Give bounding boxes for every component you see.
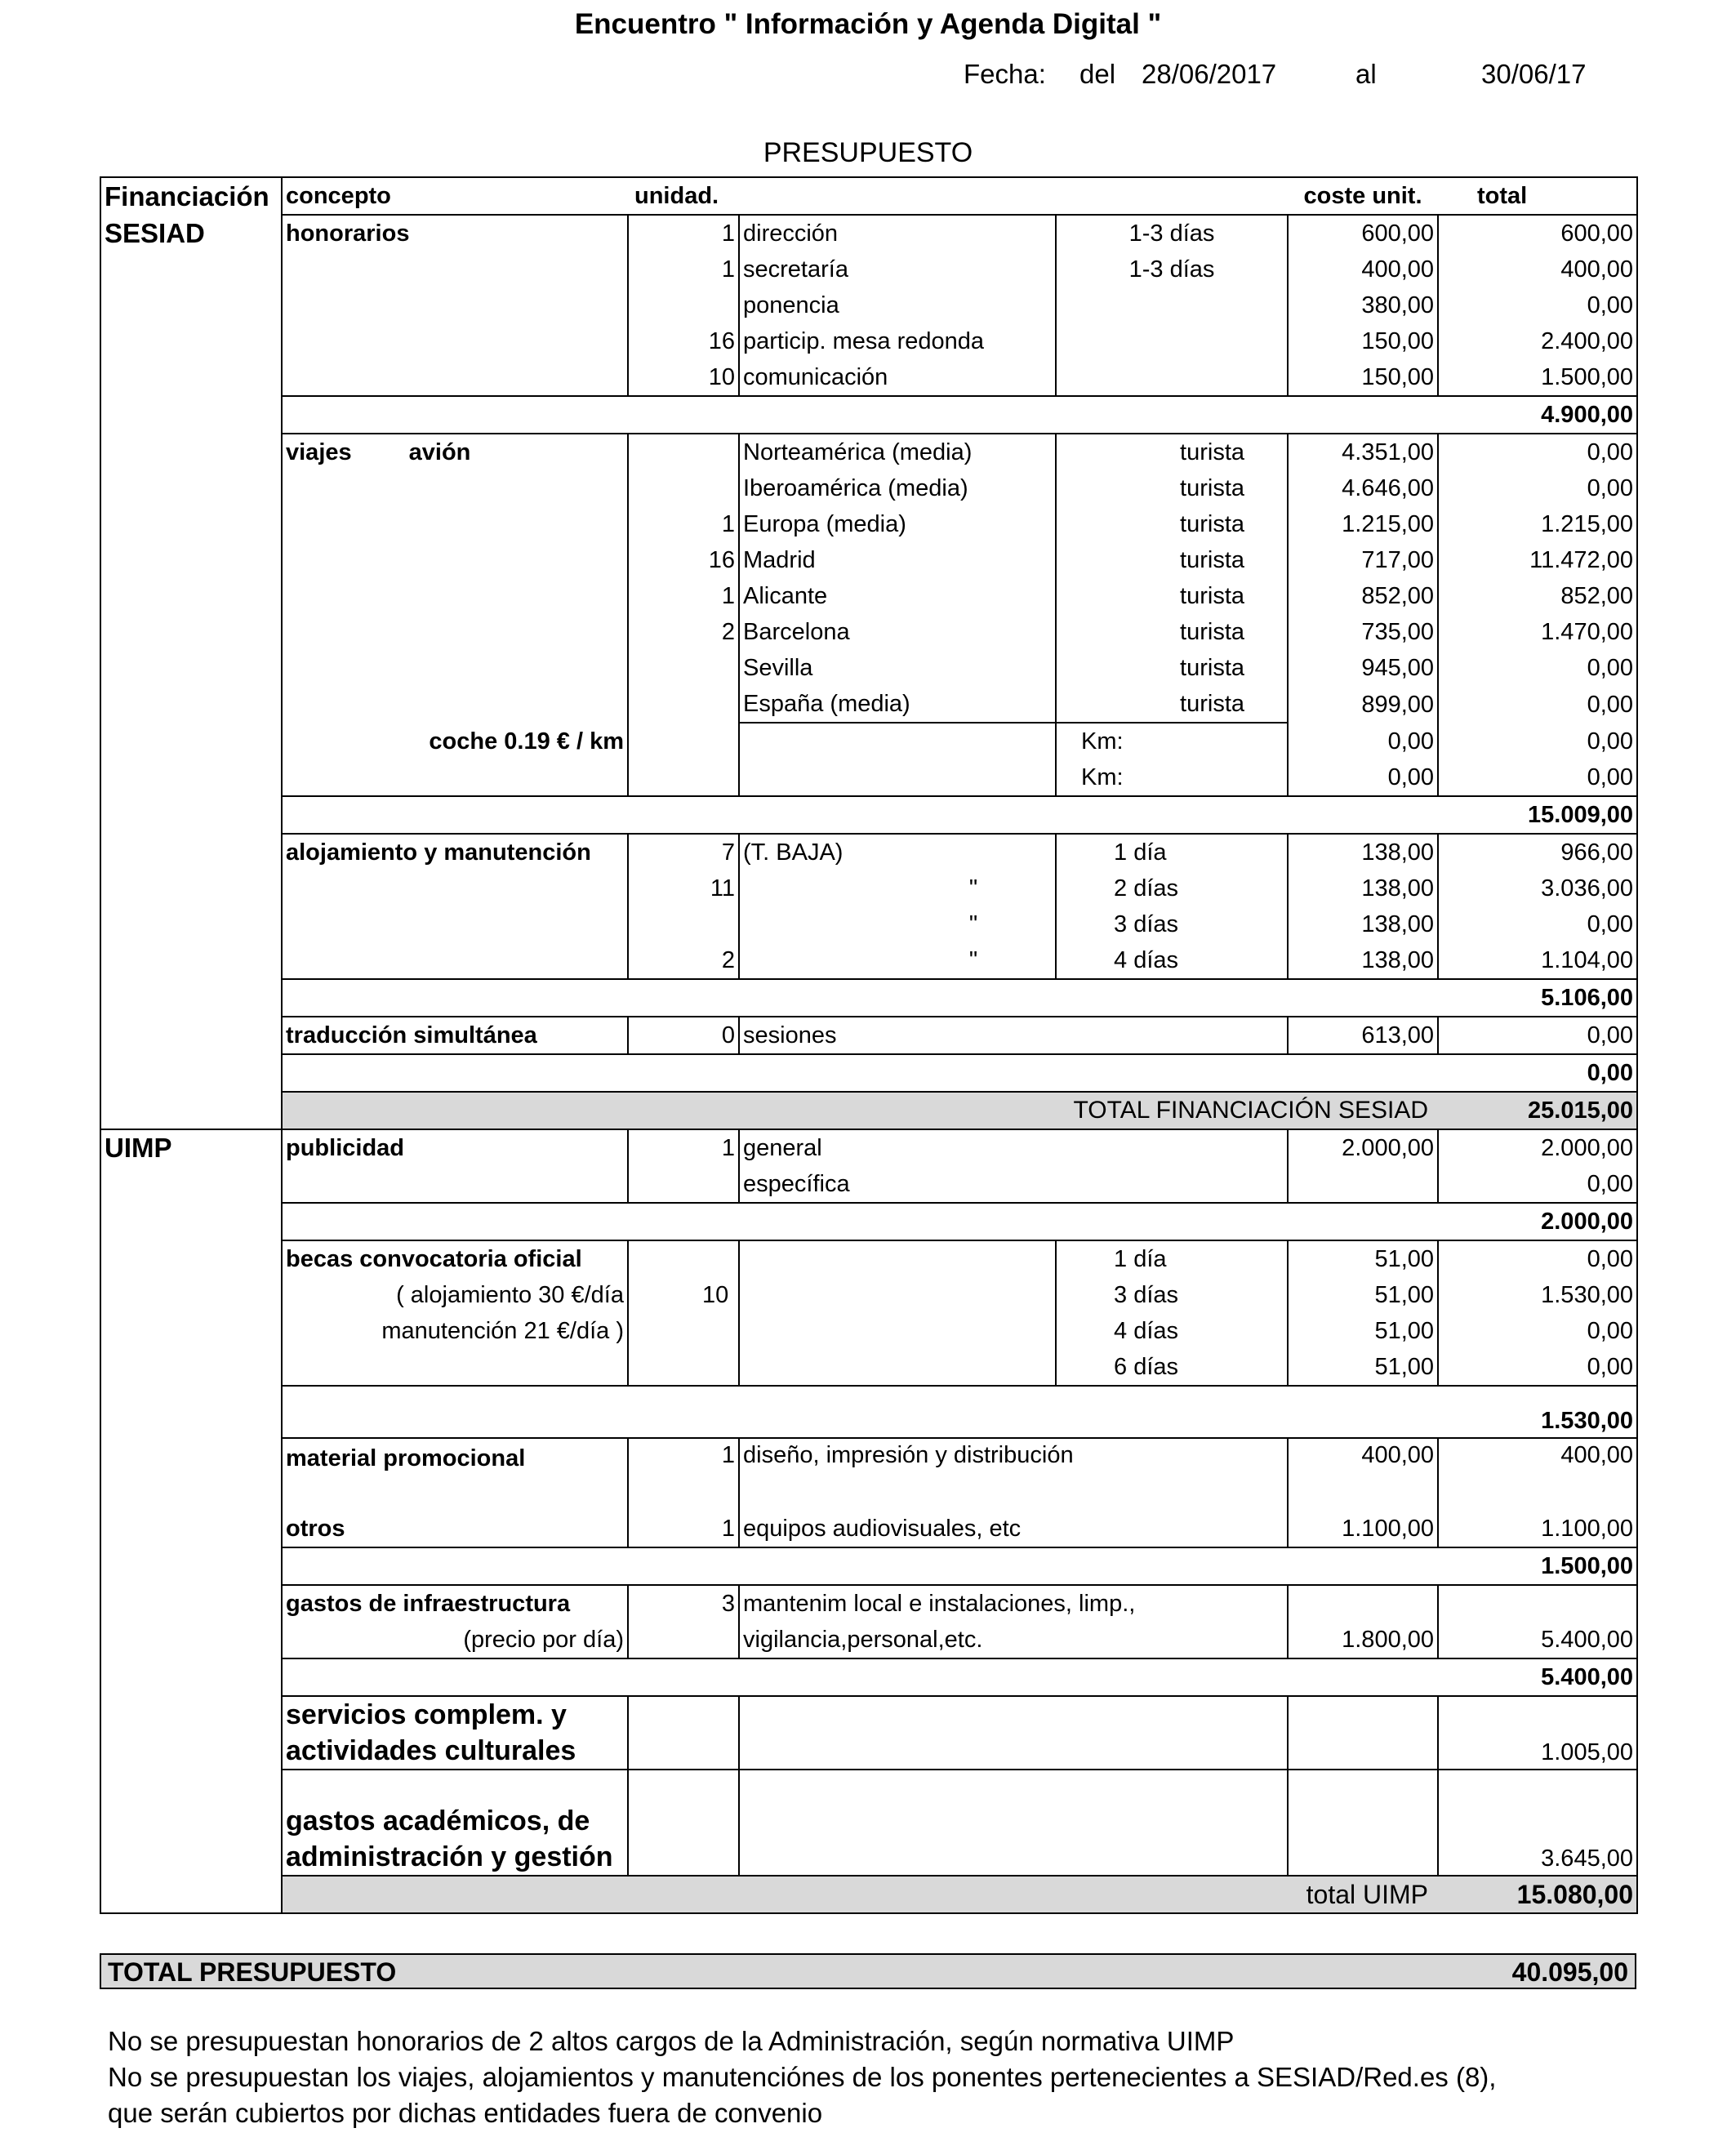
table-row: " 3 días 138,00 0,00 (100, 906, 1637, 942)
table-row: material promocional 1 diseño, impresión y distribución 400,00 400,00 (100, 1438, 1637, 1475)
subtotal-row (100, 1547, 1637, 1585)
table-row: 11 " 2 días 138,00 3.036,00 (100, 870, 1637, 906)
table-row: servicios complem. y actividades culturales 1.005,00 (100, 1696, 1637, 1770)
table-row: becas convocatoria oficial 1 día 51,00 0,00 (100, 1240, 1637, 1277)
table-row: manutención 21 €/día ) 4 días 51,00 0,00 (100, 1313, 1637, 1349)
financiador-uimp: UIMP (100, 1129, 282, 1166)
footnote: No se presupuestan los viajes, alojamientos y manutenciónes de los ponentes pertenecientes a SESIAD/Red.es (8), (108, 2062, 1497, 2092)
table-row: 2 " 4 días 138,00 1.104,00 (100, 942, 1637, 979)
table-row: gastos académicos, de administración y gestión 3.645,00 (100, 1770, 1637, 1876)
concept-traduccion: traducción simultánea (282, 1017, 628, 1054)
column-header-row (100, 177, 1637, 215)
infra-note: (precio por día) (282, 1622, 628, 1658)
table-row: 10 comunicación 150,00 1.500,00 (100, 359, 1637, 396)
subtotal-infraestructura: 5.400,00 (1438, 1658, 1637, 1696)
viajes-avion-label: avión (408, 439, 471, 465)
column-total: total (1438, 177, 1637, 215)
concept-coche: coche 0.19 € / km (429, 728, 624, 755)
table-row: 6 días 51,00 0,00 (100, 1349, 1637, 1386)
table-row: 16 particip. mesa redonda 150,00 2.400,00 (100, 323, 1637, 359)
subtotal-row (100, 396, 1637, 434)
date-from: 28/06/2017 (1142, 59, 1277, 89)
subtotal-honorarios: 4.900,00 (1438, 396, 1637, 434)
subtotal-row (100, 1658, 1637, 1696)
subtotal-becas: 1.530,00 (1438, 1386, 1637, 1438)
table-row: 1 Alicante turista 852,00 852,00 (100, 578, 1637, 614)
subtotal-row (100, 1203, 1637, 1240)
column-unidad: unidad. (628, 177, 1056, 215)
table-row: coche 0.19 € / km Km: 0,00 0,00 (100, 723, 1637, 759)
table-row: Km: 0,00 0,00 (100, 759, 1637, 796)
total-sesiad-value: 25.015,00 (1438, 1092, 1637, 1129)
table-row: SESIAD honorarios 1 dirección 1-3 días 600,00 600,00 (100, 215, 1637, 252)
subtotal-alojamiento: 5.106,00 (1438, 979, 1637, 1017)
concept-material: material promocional (282, 1438, 628, 1475)
table-row: gastos de infraestructura 3 mantenim local e instalaciones, limp., (100, 1585, 1637, 1622)
table-row: España (media) turista 899,00 0,00 (100, 686, 1637, 723)
table-row: viajes avión Norteamérica (media) turista 4.351,00 0,00 (100, 434, 1637, 470)
subtotal-row (100, 1054, 1637, 1092)
budget-table (100, 176, 1638, 1914)
total-uimp-value: 15.080,00 (1438, 1876, 1637, 1913)
subtotal-row (100, 796, 1637, 834)
footnotes (108, 2023, 1496, 2131)
concept-academicos: gastos académicos, de administración y gestión (282, 1770, 628, 1876)
del-label: del (1079, 59, 1116, 89)
budget-section-title: PRESUPUESTO (763, 137, 973, 168)
table-row: alojamiento y manutención 7 (T. BAJA) 1 día 138,00 966,00 (100, 834, 1637, 870)
table-row: traducción simultánea 0 sesiones 613,00 0,00 (100, 1017, 1637, 1054)
concept-alojamiento: alojamiento y manutención (282, 834, 628, 870)
becas-note-alojamiento: ( alojamiento 30 €/día (396, 1282, 624, 1308)
column-coste: coste unit. (1288, 177, 1438, 215)
footnote: que serán cubiertos por dichas entidades fuera de convenio (108, 2098, 823, 2128)
financiador-sesiad: SESIAD (100, 215, 282, 252)
al-label: al (1355, 59, 1377, 89)
concept-publicidad: publicidad (282, 1129, 628, 1166)
subtotal-viajes: 15.009,00 (1438, 796, 1637, 834)
table-row: 16 Madrid turista 717,00 11.472,00 (100, 542, 1637, 578)
subtotal-traduccion: 0,00 (1438, 1054, 1637, 1092)
column-financiacion: Financiación (100, 177, 282, 215)
table-row: (precio por día) vigilancia,personal,etc. 1.800,00 5.400,00 (100, 1622, 1637, 1658)
table-row: 2 Barcelona turista 735,00 1.470,00 (100, 614, 1637, 650)
document-title: Encuentro " Información y Agenda Digital " (574, 8, 1162, 40)
table-row: Sevilla turista 945,00 0,00 (100, 650, 1637, 686)
table-row: Iberoamérica (media) turista 4.646,00 0,00 (100, 470, 1637, 506)
subtotal-otros: 1.500,00 (1438, 1547, 1637, 1585)
total-sesiad-label: TOTAL FINANCIACIÓN SESIAD (282, 1092, 1438, 1129)
table-row: ( alojamiento 30 €/día 10 3 días 51,00 1.530,00 (100, 1277, 1637, 1313)
subtotal-row (100, 979, 1637, 1017)
grand-total-box (100, 1953, 1636, 1989)
table-row: ponencia 380,00 0,00 (100, 287, 1637, 323)
date-to: 30/06/17 (1481, 59, 1587, 89)
concept-otros: otros (286, 1516, 345, 1542)
grand-total-value: 40.095,00 (1511, 1957, 1628, 1987)
grand-total-label: TOTAL PRESUPUESTO (108, 1957, 397, 1987)
table-row: UIMP publicidad 1 general 2.000,00 2.000,00 (100, 1129, 1637, 1166)
total-sesiad-row (100, 1092, 1637, 1129)
fecha-label: Fecha: (964, 59, 1046, 89)
concept-honorarios: honorarios (282, 215, 628, 252)
concept-servicios: servicios complem. y actividades culturales (282, 1696, 628, 1770)
subtotal-row (100, 1386, 1637, 1438)
table-row: 1 Europa (media) turista 1.215,00 1.215,00 (100, 506, 1637, 542)
total-uimp-label: total UIMP (282, 1876, 1438, 1913)
table-row: otros 1 equipos audiovisuales, etc 1.100,00 1.100,00 (100, 1511, 1637, 1547)
subtotal-publicidad: 2.000,00 (1438, 1203, 1637, 1240)
column-concepto: concepto (282, 177, 628, 215)
concept-viajes: viajes (286, 439, 352, 465)
concept-infraestructura: gastos de infraestructura (282, 1585, 628, 1622)
table-row: 1 secretaría 1-3 días 400,00 400,00 (100, 252, 1637, 287)
footnote: No se presupuestan honorarios de 2 altos cargos de la Administración, según normativa UIMP (108, 2026, 1235, 2056)
becas-note-manutencion: manutención 21 €/día ) (381, 1318, 624, 1344)
concept-becas: becas convocatoria oficial (282, 1240, 628, 1277)
total-uimp-row (100, 1876, 1637, 1913)
table-row: específica 0,00 (100, 1166, 1637, 1203)
